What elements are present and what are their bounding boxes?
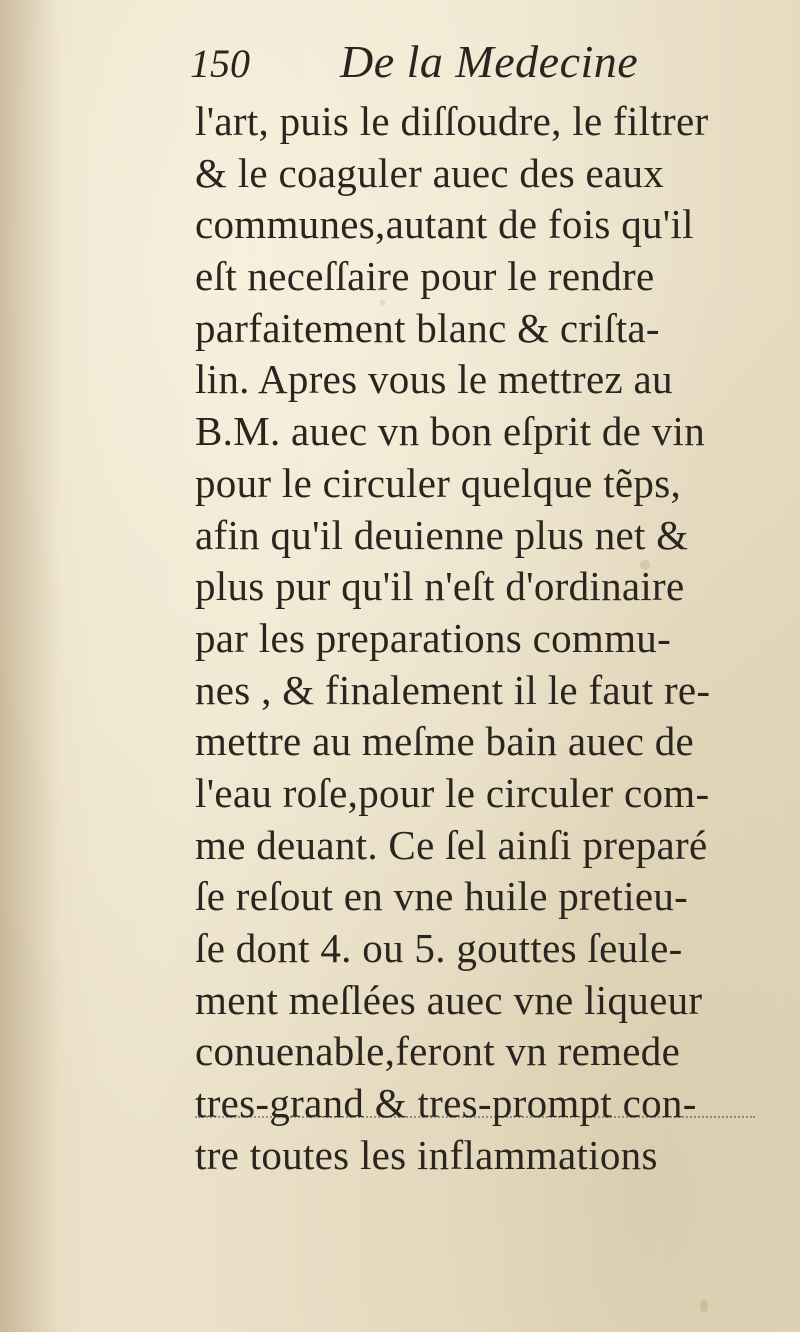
page-header — [190, 36, 750, 96]
page-number: 150 — [190, 41, 250, 86]
text-line: mettre au meſme bain auec de — [195, 718, 695, 765]
text-line: par les preparations commu- — [195, 614, 672, 661]
text-line: conuenable,feront vn remede — [195, 1028, 681, 1075]
text-line: ſe reſout en vne huile pretieu- — [195, 873, 689, 920]
body-text — [195, 96, 775, 1181]
text-line: plus pur qu'il n'eſt d'ordinaire — [195, 563, 685, 610]
text-line: & le coaguler auec des eaux — [195, 149, 665, 196]
text-line: tre toutes les inflammations — [195, 1131, 658, 1178]
bleed-through-marks — [195, 1108, 755, 1118]
text-line: me deuant. Ce ſel ainſi preparé — [195, 821, 708, 868]
text-line: ment meſlées auec vne liqueur — [195, 976, 703, 1023]
text-line: ſe dont 4. ou 5. gouttes ſeule- — [195, 925, 683, 971]
text-line: eſt neceſſaire pour le rendre — [195, 253, 655, 300]
text-line: communes,autant de fois qu'il — [195, 201, 694, 248]
text-line: tres-grand & tres-prompt con- — [195, 1080, 697, 1127]
text-line: afin qu'il deuienne plus net & — [195, 511, 689, 558]
text-line: l'eau roſe,pour le circuler com- — [195, 769, 710, 816]
text-line: nes , & finalement il le faut re- — [195, 666, 711, 713]
text-line: parfaitement blanc & criſta- — [195, 304, 660, 351]
text-line: l'art, puis le diſſoudre, le filtrer — [195, 98, 709, 144]
text-line: lin. Apres vous le mettrez au — [195, 356, 673, 403]
running-title: De la Medecine — [340, 36, 639, 87]
text-line: pour le circuler quelque tẽps, — [195, 459, 682, 506]
text-line: B.M. auec vn bon eſprit de vin — [195, 408, 706, 455]
